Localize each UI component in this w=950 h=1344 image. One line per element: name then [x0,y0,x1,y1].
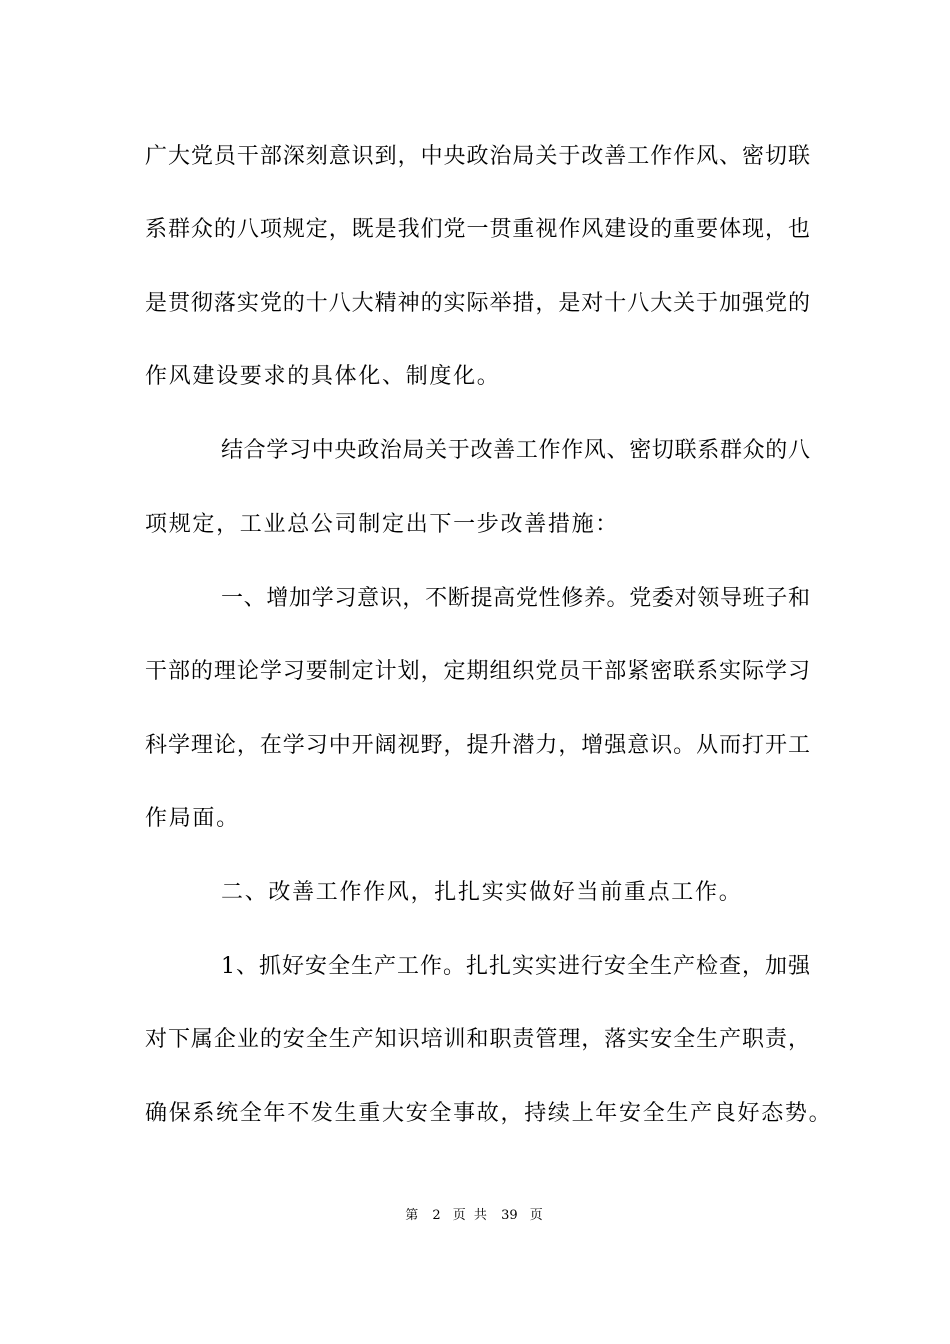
text-line: 一、增加学习意识，不断提高党性修养。党委对领导班子和 [221,586,810,611]
footer-suffix: 页 [529,1208,545,1223]
text-line: 干部的理论学习要制定计划，定期组织党员干部紧密联系实际学习 [145,659,810,684]
text-line: 系群众的八项规定，既是我们党一贯重视作风建设的重要体现，也 [145,217,810,242]
text-line: 是贯彻落实党的十八大精神的实际举措，是对十八大关于加强党的 [145,291,810,316]
current-page-number: 2 [432,1208,441,1223]
text-line: 作风建设要求的具体化、制度化。 [145,364,501,389]
text-line: 作局面。 [145,806,240,831]
text-line: 项规定，工业总公司制定出下一步改善措施： [145,512,620,537]
text-line: 科学理论，在学习中开阔视野，提升潜力，增强意识。从而打开工 [145,733,810,758]
page-footer [0,1206,950,1226]
total-page-count: 39 [501,1208,518,1223]
text-line: 二、改善工作作风，扎扎实实做好当前重点工作。 [221,880,743,905]
text-line: 结合学习中央政治局关于改善工作作风、密切联系群众的八 [221,438,810,463]
text-line: 广大党员干部深刻意识到，中央政治局关于改善工作作风、密切联 [145,144,810,169]
text-line: 1、抓好安全生产工作。扎扎实实进行安全生产检查，加强 [221,954,810,979]
text-line: 确保系统全年不发生重大安全事故，持续上年安全生产良好态势。 [145,1101,833,1126]
text-line: 对下属企业的安全生产知识培训和职责管理，落实安全生产职责， [145,1027,810,1052]
footer-prefix: 第 [405,1208,421,1223]
footer-middle: 页 共 [452,1208,489,1223]
